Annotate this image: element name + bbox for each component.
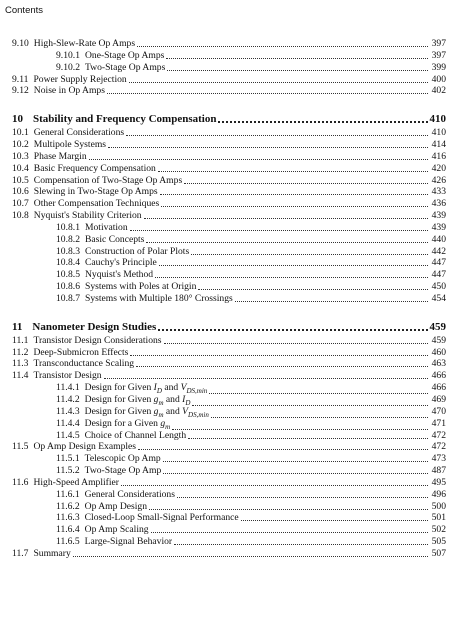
toc-entry-title: Choice of Channel Length <box>84 429 187 441</box>
toc-section-entry[interactable] <box>56 293 446 305</box>
toc-section-entry[interactable] <box>12 127 446 139</box>
toc-entry-number: 9.12 <box>12 85 29 97</box>
leader-dots <box>191 253 428 255</box>
toc-entry-page-number: 436 <box>431 198 446 210</box>
leader-dots <box>146 241 428 243</box>
toc-entry-number: 10.8.5 <box>56 269 80 281</box>
leader-dots <box>151 531 428 533</box>
toc-entry-number: 10.5 <box>12 174 29 186</box>
toc-entry-number: 11.2 <box>12 346 29 358</box>
toc-entry-title: Telescopic Op Amp <box>84 453 161 465</box>
toc-entry-page-number: 447 <box>431 257 446 269</box>
toc-entry-page-number: 426 <box>431 174 446 186</box>
leader-dots <box>241 519 428 521</box>
toc-entry-page-number: 463 <box>431 358 446 370</box>
toc-entry-number: 11.6.4 <box>56 524 80 536</box>
toc-entry-number: 10.3 <box>12 150 29 162</box>
toc-entry-number: 9.10.1 <box>56 49 80 61</box>
toc-entry-title: One-Stage Op Amps <box>84 49 165 61</box>
toc-section-entry[interactable] <box>56 489 446 501</box>
toc-entry-number: 11.5 <box>12 441 29 453</box>
leader-dots <box>166 57 428 59</box>
leader-dots <box>89 158 428 160</box>
toc-entry-page-number: 414 <box>431 138 446 150</box>
leader-dots <box>144 217 428 219</box>
toc-section-entry[interactable] <box>56 524 446 536</box>
leader-dots <box>167 69 428 71</box>
toc-entry-number: 11.6.2 <box>56 500 80 512</box>
toc-section-entry[interactable] <box>56 62 446 74</box>
leader-dots <box>198 288 428 290</box>
toc-entry-title: Op Amp Scaling <box>84 524 149 536</box>
toc-entry-page-number: 469 <box>431 393 446 405</box>
toc-entry-page-number: 487 <box>431 465 446 477</box>
leader-dots <box>158 170 428 172</box>
toc-entry-title: Nyquist's Method <box>84 269 154 281</box>
toc-entry-title: Design for Given $I_D$ and $V_{DS,min}$ <box>84 382 208 395</box>
leader-dots <box>126 134 428 136</box>
toc-entry-title: Nyquist's Stability Criterion <box>33 210 142 222</box>
toc-entry-page-number: 505 <box>431 536 446 548</box>
leader-dots <box>164 342 428 344</box>
toc-entry-page-number: 470 <box>431 405 446 417</box>
leader-dots <box>235 300 428 302</box>
toc-entry-title: Multipole Systems <box>33 138 107 150</box>
toc-section-entry[interactable] <box>56 50 446 62</box>
leader-dots <box>155 276 428 278</box>
toc-entry-page-number: 495 <box>431 476 446 488</box>
toc-entry-title: High-Speed Amplifier <box>33 476 119 488</box>
toc-entry-title: Design for a Given $g_m$ <box>84 417 171 431</box>
toc-entry-page-number: 399 <box>431 61 446 73</box>
toc-entry-title: Cauchy's Principle <box>84 257 157 269</box>
toc-section-entry[interactable] <box>12 85 446 97</box>
toc-entry-page-number: 459 <box>431 334 446 346</box>
leader-dots <box>138 448 428 450</box>
toc-entry-number: 11 <box>12 320 23 333</box>
page-header: Contents <box>5 5 44 16</box>
toc-entry-title: General Considerations <box>33 127 125 139</box>
toc-section-entry[interactable] <box>12 139 446 151</box>
toc-entry-title: Summary <box>33 548 71 559</box>
toc-entry-page-number: 416 <box>431 150 446 162</box>
leader-dots <box>177 496 428 498</box>
toc-entry-title: Op Amp Design Examples <box>33 441 137 453</box>
toc-entry-page-number: 442 <box>431 245 446 257</box>
toc-entry-page-number: 439 <box>431 221 446 233</box>
toc-entry-page-number: 471 <box>431 417 446 429</box>
toc-entry-page-number: 472 <box>431 429 446 441</box>
toc-section-entry[interactable] <box>56 257 446 269</box>
toc-entry-number: 11.4.1 <box>56 382 80 394</box>
toc-entry-number: 10.8.7 <box>56 293 80 304</box>
toc-entry-title: Phase Margin <box>33 150 87 162</box>
toc-entry-title: Motivation <box>84 221 128 233</box>
toc-entry-page-number: 440 <box>431 233 446 245</box>
toc-entry-title: Stability and Frequency Compensation <box>33 113 217 126</box>
toc-section-entry[interactable] <box>56 465 446 477</box>
toc-entry-number: 11.7 <box>12 548 29 559</box>
toc-entry-title: Large-Signal Behavior <box>84 536 173 548</box>
toc-section-entry[interactable] <box>12 548 446 560</box>
toc-entry-page-number: 410 <box>429 113 446 126</box>
toc-section-entry[interactable] <box>12 151 446 163</box>
toc-entry-number: 9.10 <box>12 38 29 49</box>
leader-dots <box>158 328 427 331</box>
leader-dots <box>218 120 427 123</box>
toc-entry-title: Nanometer Design Studies <box>32 320 157 333</box>
toc-entry-title: Basic Concepts <box>84 233 145 245</box>
toc-section-entry[interactable] <box>12 74 446 86</box>
toc-chapter-entry[interactable] <box>12 112 446 126</box>
toc-entry-page-number: 447 <box>431 269 446 281</box>
toc-entry-title: Systems with Multiple 180° Crossings <box>84 293 233 304</box>
toc-section-entry[interactable] <box>12 347 446 359</box>
toc-entry-title: Compensation of Two-Stage Op Amps <box>33 174 183 186</box>
toc-section-entry[interactable] <box>56 281 446 293</box>
leader-dots <box>108 146 428 148</box>
leader-dots <box>73 555 428 557</box>
toc-entry-title: Slewing in Two-Stage Op Amps <box>33 186 158 198</box>
toc-entry-number: 11.6.5 <box>56 536 80 548</box>
toc-section-entry[interactable] <box>12 477 446 489</box>
toc-entry-title: Noise in Op Amps <box>33 85 105 97</box>
toc-entry-title: General Considerations <box>84 488 175 500</box>
toc-entry-title: Transistor Design <box>33 370 102 382</box>
leader-dots <box>130 229 428 231</box>
toc-entry-page-number: 473 <box>431 453 446 465</box>
toc-entry-page-number: 466 <box>431 370 446 382</box>
leader-dots <box>129 81 428 83</box>
toc-chapter-entry[interactable] <box>12 320 446 334</box>
toc-entry-number: 11.4.3 <box>56 405 80 417</box>
toc-section-entry[interactable] <box>12 175 446 187</box>
toc-entry-number: 11.6.3 <box>56 512 80 524</box>
toc-entry-page-number: 459 <box>429 320 446 333</box>
leader-dots <box>161 205 428 207</box>
leader-dots <box>136 365 428 367</box>
toc-entry-number: 11.4.4 <box>56 417 80 429</box>
toc-entry-page-number: 439 <box>431 210 446 222</box>
leader-dots <box>160 193 428 195</box>
toc-section-entry[interactable] <box>12 163 446 175</box>
toc-section-entry[interactable] <box>56 453 446 465</box>
toc-entry-number: 10 <box>12 113 23 126</box>
toc-entry-number: 9.10.2 <box>56 61 80 73</box>
toc-entry-title: Closed-Loop Small-Signal Performance <box>84 512 239 524</box>
leader-dots <box>104 377 428 379</box>
toc-section-entry[interactable] <box>56 430 446 442</box>
toc-section-entry[interactable] <box>12 198 446 210</box>
toc-entry-number: 11.4.5 <box>56 429 80 441</box>
toc-entry-title: Design for Given $g_m$ and $I_D$ <box>84 393 191 407</box>
toc-entry-title: Basic Frequency Compensation <box>33 162 156 174</box>
toc-entry-title: Construction of Polar Plots <box>84 245 190 257</box>
toc-entry-page-number: 454 <box>431 293 446 304</box>
toc-entry-number: 10.2 <box>12 138 29 150</box>
leader-dots <box>121 484 428 486</box>
toc-section-entry[interactable] <box>12 441 446 453</box>
toc-entry-number: 10.6 <box>12 186 29 198</box>
toc-entry-page-number: 507 <box>431 548 446 559</box>
toc-entry-number: 11.6 <box>12 476 29 488</box>
toc-entry-title: Two-Stage Op Amp <box>84 465 162 477</box>
leader-dots <box>184 182 428 184</box>
toc-entry-number: 10.8.4 <box>56 257 80 269</box>
leader-dots <box>188 437 428 439</box>
toc-entry-page-number: 450 <box>431 281 446 293</box>
toc-entry-title: Systems with Poles at Origin <box>84 281 197 293</box>
toc-section-entry[interactable] <box>12 335 446 347</box>
toc-section-entry[interactable] <box>12 210 446 222</box>
toc-entry-number: 11.3 <box>12 358 29 370</box>
leader-dots <box>159 264 428 266</box>
toc-entry-title: Two-Stage Op Amps <box>84 61 166 73</box>
toc-entry-page-number: 397 <box>431 38 446 49</box>
toc-entry-title: Op Amp Design <box>84 500 147 512</box>
toc-entry-title: High-Slew-Rate Op Amps <box>33 38 136 49</box>
toc-entry-title: Transconductance Scaling <box>33 358 135 370</box>
toc-entry-title: Deep-Submicron Effects <box>33 346 129 358</box>
toc-section-entry[interactable] <box>12 370 446 382</box>
leader-dots <box>149 508 428 510</box>
toc-entry-page-number: 502 <box>431 524 446 536</box>
leader-dots <box>107 92 428 94</box>
toc-entry-number: 11.5.2 <box>56 465 80 477</box>
toc-entry-number: 11.5.1 <box>56 453 80 465</box>
toc-entry-number: 11.6.1 <box>56 488 80 500</box>
toc-entry-page-number: 400 <box>431 73 446 85</box>
toc-entry-number: 10.8.6 <box>56 281 80 293</box>
toc-entry-page-number: 460 <box>431 346 446 358</box>
toc-entry-number: 10.8 <box>12 210 29 222</box>
toc-entry-number: 10.8.1 <box>56 221 80 233</box>
toc-section-entry[interactable] <box>12 38 446 50</box>
toc-entry-number: 11.4.2 <box>56 393 80 405</box>
toc-entry-page-number: 500 <box>431 500 446 512</box>
leader-dots <box>174 543 428 545</box>
toc-entry-number: 11.1 <box>12 334 29 346</box>
leader-dots <box>163 472 428 474</box>
toc-entry-title: Design for Given $g_m$ and $V_{DS,min}$ <box>84 405 209 419</box>
toc-entry-number: 10.7 <box>12 198 29 210</box>
toc-entry-page-number: 420 <box>431 162 446 174</box>
toc-section-entry[interactable] <box>12 186 446 198</box>
leader-dots <box>130 354 428 356</box>
toc-entry-page-number: 501 <box>431 512 446 524</box>
toc-entry-number: 9.11 <box>12 73 29 85</box>
toc-section-entry[interactable] <box>56 234 446 246</box>
toc-section-entry[interactable] <box>12 358 446 370</box>
toc-section-entry[interactable] <box>56 246 446 258</box>
toc-entry-number: 10.1 <box>12 127 29 139</box>
toc-entry-title: Other Compensation Techniques <box>33 198 160 210</box>
toc-entry-page-number: 433 <box>431 186 446 198</box>
toc-section-entry[interactable] <box>56 501 446 513</box>
toc-section-entry[interactable] <box>56 536 446 548</box>
toc-entry-number: 10.8.2 <box>56 233 80 245</box>
toc-section-entry[interactable] <box>56 512 446 524</box>
toc-entry-number: 10.8.3 <box>56 245 80 257</box>
toc-entry-page-number: 496 <box>431 488 446 500</box>
toc-entry-title: Transistor Design Considerations <box>33 334 162 346</box>
toc-entry-page-number: 402 <box>431 85 446 97</box>
toc-entry-page-number: 397 <box>431 49 446 61</box>
toc-entry-page-number: 466 <box>431 382 446 394</box>
toc-entry-number: 10.4 <box>12 162 29 174</box>
leader-dots <box>137 45 428 47</box>
toc-section-entry[interactable] <box>56 222 446 234</box>
toc-entry-page-number: 410 <box>431 127 446 139</box>
toc-entry-title: Power Supply Rejection <box>33 73 127 85</box>
toc-entry-page-number: 472 <box>431 441 446 453</box>
toc-entry-number: 11.4 <box>12 370 29 382</box>
leader-dots <box>163 460 428 462</box>
toc-section-entry[interactable] <box>56 269 446 281</box>
